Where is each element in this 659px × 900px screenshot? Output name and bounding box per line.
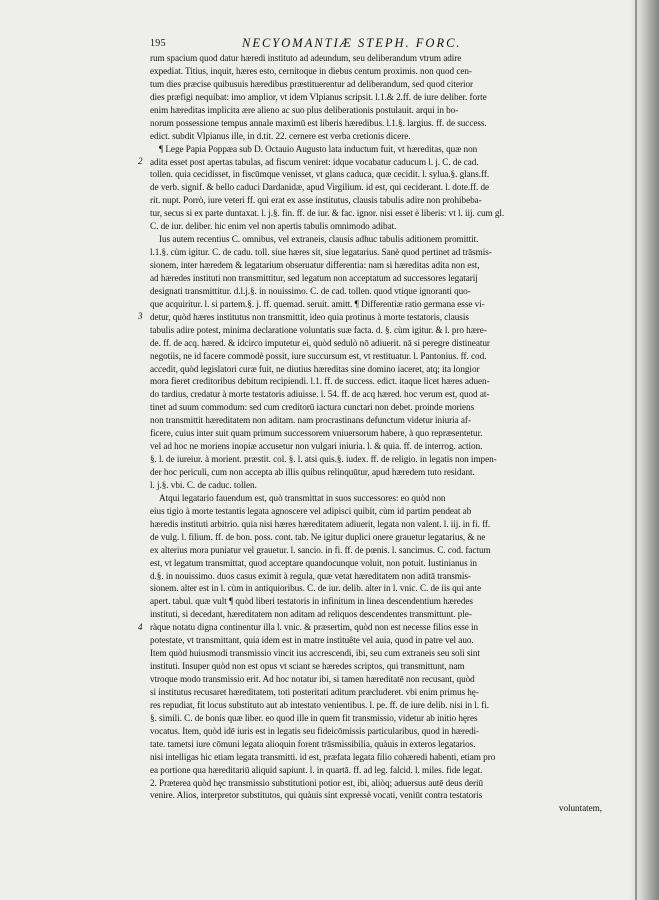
text-line: d.§. in nouissimo. duos casus eximit à regula, quæ vetat hæreditatem non aditā transmis- xyxy=(150,570,471,581)
text-line: do tardius, credatur à morte testatoris adiuisse. l. 54. ff. de acq hæred. hoc verum est, quod at- xyxy=(150,389,490,400)
text-line: rit. nupt. Porrò, iure veteri ff. qui erat ex asse institutus, clausis tabulis adire non prohibeba- xyxy=(150,195,482,206)
text-line: ea portione qua hæreditariū aliquid sapiunt. l. in quartā. ff. ad leg. falcid. l. miles. fide legat. xyxy=(150,764,483,775)
text-line: vel ad hoc ne moriens inopiæ accusetur non vulgari iniuria. l. & quia. ff. de interrog. action. xyxy=(150,441,483,452)
text-line: apert. tabul. quæ vult ¶ quòd liberi testatoris in infinitum in linea descendentium hæredes xyxy=(150,596,473,607)
text-line: norum possessione tempus annale maximū est liberis hæredibus. l.1.§. largius. ff. de success. xyxy=(150,117,487,128)
text-line: Item quòd huiusmodi transmissio vincit ius accrescendi, ibi, seu cum extraneis seu soli sint xyxy=(150,648,480,659)
text-line: C. de iur. deliber. hic enim vel non apertis tabulis omnimodo adibat. xyxy=(150,221,397,232)
text-line: negotiis, ne id facere commodè possit, iure succursum est, vt restituatur. l. Pantonius. ff. cod. xyxy=(150,350,487,361)
margin-number: 3 xyxy=(138,311,143,321)
text-line: est, vt legatum transmittat, quod acceptare quandocunque voluit, non potuit. Iustinianus in xyxy=(150,557,477,568)
text-line: Ius autem recentius C. omnibus, vel extraneis, clausis adhuc tabulis aditionem promittit. xyxy=(159,234,479,245)
running-head: NECYOMANTIÆ STEPH. FORC. xyxy=(242,36,462,50)
page-number: 195 xyxy=(150,38,166,49)
text-line: tur, secus si ex parte duntaxat. l. j.§. fin. ff. de iur. & fac. ignor. nisi esset è liberis: vt l. iij. cum gl. xyxy=(150,208,505,219)
text-line: ex alterius mora puniatur vel grauetur. l. sancio. in fi. ff. de pœnis. l. sancimus. C. cod. factum xyxy=(150,544,491,555)
text-line: instituti. Insuper quòd non est opus vt sciant se hæredes scriptos, qui transmittunt, nam xyxy=(150,661,465,672)
text-line: enim hæreditas implicita ære alieno ac suo plus deliberationis postulauit. arqui in bo- xyxy=(150,104,459,115)
page-edge-shadow xyxy=(629,0,659,900)
text-line: tollen. quia cecidisset, in fiscūmque venisset, vt glans caduca, quæ cecidit. l. sylua.§. glans.ff. xyxy=(150,169,490,180)
text-line: que acquiritur. l. si partem.§. j. ff. quemad. seruit. amitt. ¶ Differentiæ ratio germana esse vi- xyxy=(150,298,485,309)
text-line: hæredis instituti arbitrio. quia nisi hæres hæreditatem adiuerit, legata non valent. l. iij. in fi. ff. xyxy=(150,518,491,529)
text-line: expediat. Titius, inquit, hæres esto, cernitoque in diebus centum proximis. non quod cen- xyxy=(150,65,472,76)
page-header xyxy=(150,38,610,52)
text-line: si institutus recusaret hæreditatem, toti posteritati aditum præcluderet. vbi enim primus hę- xyxy=(150,686,479,697)
text-line: de. ff. de acq. hæred. & idcirco imputetur ei, quòd sedulò nō adiuerit. nā si peregre distineatur xyxy=(150,337,490,348)
text-line: der hoc periculi, cum non accepta ab illis quibus relinquūtur, apud hæredem tuto residant. xyxy=(150,467,475,477)
text-line: de verb. signif. & bello caduci Dardanidæ, apud Virgilium. id est, qui ceciderant. l. dote.ff. de xyxy=(150,182,490,193)
text-line: ¶ Lege Papia Poppæa sub D. Octauio Augusto lata inductum fuit, vt hæreditas, quæ non xyxy=(159,143,478,154)
text-line: ficere, cuius inter suit quam primum successorem vniuersorum habere, à quo repræsentetur. xyxy=(150,428,483,439)
text-line: vocatus. Item, quòd idē iuris est in legatis seu fideicōmissis particularibus, quod in hæredi- xyxy=(150,725,480,736)
text-line: instituti, si decedant, hæreditatem non aditam ad reliquos descendentes transmittunt. ple- xyxy=(150,609,472,620)
text-line: nisi intelligas hic etiam legata transmitti. id est, præfata legata filio cohæredi habenti, etiam pro xyxy=(150,751,496,762)
text-line: tabulis adire potest, minima declaratione voluntatis suæ facta. d. §. cùm igitur. & l. pro hære- xyxy=(150,324,487,335)
text-line: mora fieret creditoribus debitum recipiendi. l.1. ff. de success. edict. itaque licet hæres aduen- xyxy=(150,376,490,387)
text-line: voluntatem, xyxy=(558,803,602,814)
text-line: §. simili. C. de bonis quæ liber. eo quod ille in quem fit transmissio, videtur ab initio hęres xyxy=(150,712,478,723)
text-line: rum spacium quod datur hæredi instituto ad adeundum, seu deliberandum vtrum adire xyxy=(150,53,462,63)
text-line: eius tigio à morte testantis legata agnoscere vel adipisci quibit, cùm id partim pendeat ab xyxy=(150,505,472,516)
text-line: ràque notatu digna continentur illa l. vnic. & præsertim, quòd non est necesse filios esse in xyxy=(150,622,479,633)
text-line: venire. Alios, interpretor substitutos, qui quàuis sint expressè vocati, veniūt contra testatoris xyxy=(150,790,483,801)
text-line: sionem. alter est in l. cùm in antiquioribus. C. de iur. delib. alter in l. vnic. C. de iis qui ante xyxy=(150,583,482,594)
text-line: l.1.§. cùm igitur. C. de cadu. toll. siue hæres sit, siue legatarius. Sanè quod pertinet ad trāsmis- xyxy=(150,247,492,258)
margin-number: 2 xyxy=(138,155,143,166)
margin-number: 4 xyxy=(138,621,143,632)
text-line: l. j.§. vbi. C. de caduc. tollen. xyxy=(150,479,257,490)
text-line: dies præfigi nequibat: imo amplior, vt idem Vlpianus scripsit. l.1.& 2.ff. de iure deliber. forte xyxy=(150,91,487,102)
text-block xyxy=(150,52,610,815)
text-line: Atqui legatario fauendum est, quò transmittat in suos successores: eo quòd non xyxy=(159,492,446,503)
text-line: tate. tametsi iure cōmuni legata alioquin forent trāsmissibilia, quàuis in exteros legatarios. xyxy=(150,738,476,749)
text-line: res repudiat, fit locus substituto aut ab intestato venientibus. l. pe. ff. de iure delib. nisi in l. fi. xyxy=(150,699,490,710)
text-line: de vulg. l. filium. ff. de bon. poss. cont. tab. Ne igitur duplici onere grauetur legatarius, & ne xyxy=(150,531,486,542)
text-line: tum dies præcise quibusuis hæredibus præstituerentur ad deliberandum, sed quod citerior xyxy=(150,78,474,89)
text-line: adita esset post apertas tabulas, ad fiscum veniret: idque vocabatur caducum l. j. C. de cad. xyxy=(150,156,479,167)
text-line: potestate, vt transmittant, quia idem est in matre instituête vel auia, quod in patre vel auo. xyxy=(150,635,474,646)
text-line: edict. subdit Vlpianus ille, in d.tit. 22. cernere est verba cretionis dicere. xyxy=(150,130,411,141)
text-line: tinet ad suum commodum: sed cum creditorū iactura cunctari non debet. proinde moriens xyxy=(150,402,475,413)
text-line: §. l. de iureiur. à morient. præstit. col. §. l. atsi quis.§. iudex. ff. de religio. in legatis non impen- xyxy=(150,454,497,465)
text-line: vtroque modo transmissio erit. Ad hoc notatur ibi, si tamen hæreditatē non recusant, quòd xyxy=(150,674,475,684)
text-line: 2. Præterea quòd hęc transmissio substitutioni potior est, ibi, aliòq; aduersus autē deus deriū xyxy=(150,777,484,788)
text-line: detur, quòd hæres institutus non transmittit, ideo quia protinus à morte testatoris, clausis xyxy=(150,311,469,322)
text-line: sionem, inter hæredem & legatarium obseruatur differentia: nam si hæreditas adita non est, xyxy=(150,260,480,270)
text-line: designati transmittitur. d.l.j.§. in nouissimo. C. de cad. tollen. quod vtique ignoranti quo- xyxy=(150,285,471,296)
text-line: non transmittit hæreditatem non aditam. nam procrastinans defunctum videtur iniuria af- xyxy=(150,415,471,426)
text-line: accedit, quòd legislatori curæ fuit, ne diutius hæreditas sine domino iaceret, atq; ita longior xyxy=(150,363,480,374)
text-line: ad hæredes instituti non transmittitur, sed legatum non acceptatum ad successores legatarij xyxy=(150,272,478,283)
